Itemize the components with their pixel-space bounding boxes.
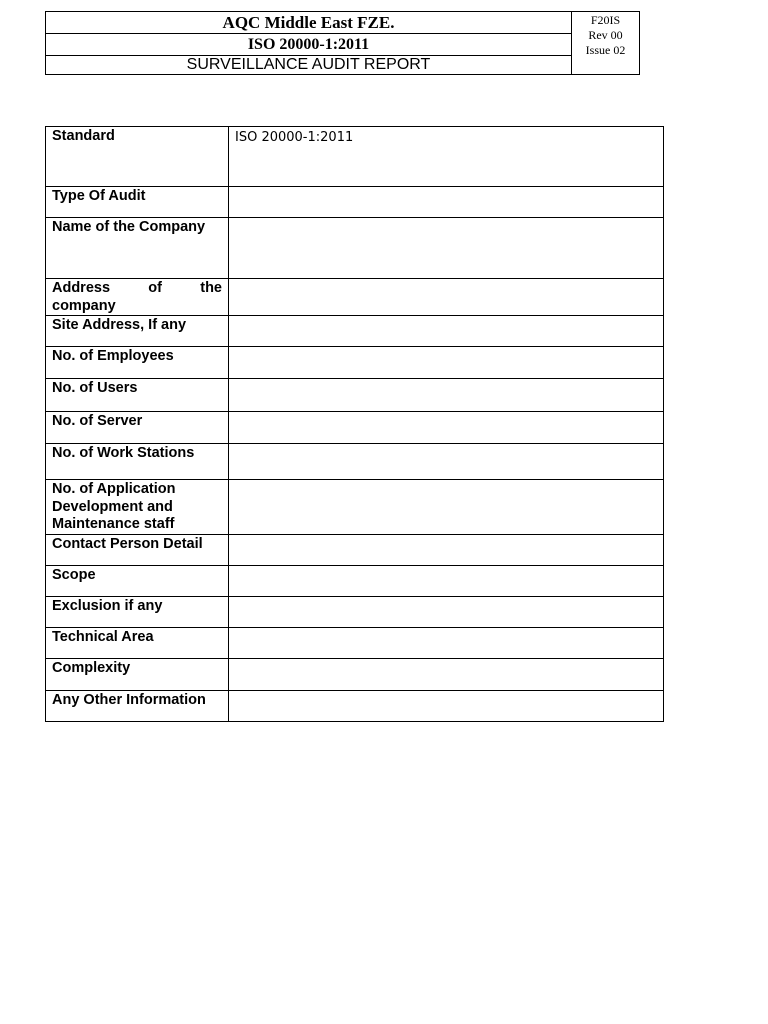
field-value-company-name[interactable] [229, 218, 664, 279]
field-value-site-address[interactable] [229, 316, 664, 347]
standard-title: ISO 20000-1:2011 [46, 34, 571, 56]
report-title: SURVEILLANCE AUDIT REPORT [186, 56, 431, 73]
table-row [46, 659, 664, 691]
field-label: Contact Person Detail [46, 535, 229, 566]
table-row [46, 127, 664, 187]
field-label: Name of the Company [46, 218, 229, 279]
field-label-line: No. of Application [52, 481, 176, 497]
table-row [46, 480, 664, 535]
field-label: No. of Work Stations [46, 444, 229, 480]
table-row [46, 316, 664, 347]
doc-code: F20IS [590, 13, 621, 27]
table-row [46, 412, 664, 444]
field-label [46, 480, 229, 535]
field-value-users[interactable] [229, 379, 664, 412]
field-value-scope[interactable] [229, 566, 664, 597]
field-label [46, 279, 229, 316]
table-row [46, 691, 664, 722]
field-value-standard[interactable]: ISO 20000-1:2011 [229, 127, 664, 187]
table-row [46, 187, 664, 218]
field-value-servers[interactable] [229, 412, 664, 444]
field-label-line: company [52, 297, 116, 314]
field-label-line: Maintenance staff [52, 516, 175, 532]
table-row [46, 347, 664, 379]
table-row [46, 597, 664, 628]
field-label: No. of Server [46, 412, 229, 444]
table-row [46, 444, 664, 480]
field-label: Type Of Audit [46, 187, 229, 218]
field-label-line: Development and [52, 498, 173, 515]
field-label: Scope [46, 566, 229, 597]
revision: Rev 00 [588, 28, 623, 42]
field-label: Site Address, If any [46, 316, 229, 347]
field-value-type-of-audit[interactable] [229, 187, 664, 218]
field-label-line: Address of the [52, 280, 222, 296]
field-value-app-dev-staff[interactable] [229, 480, 664, 535]
field-value-complexity[interactable] [229, 659, 664, 691]
document-control-block [572, 12, 639, 74]
field-label: Technical Area [46, 628, 229, 659]
issue-number: Issue 02 [585, 43, 626, 57]
field-value-employees[interactable] [229, 347, 664, 379]
field-value-address[interactable] [229, 279, 664, 316]
field-label: No. of Users [46, 379, 229, 412]
document-header [45, 11, 640, 75]
table-row [46, 566, 664, 597]
field-label: Standard [46, 127, 229, 187]
table-row [46, 535, 664, 566]
field-value-contact-person[interactable] [229, 535, 664, 566]
header-title-block [46, 12, 572, 74]
field-value-work-stations[interactable] [229, 444, 664, 480]
field-value-exclusion[interactable] [229, 597, 664, 628]
table-row [46, 379, 664, 412]
field-value-technical-area[interactable] [229, 628, 664, 659]
table-row [46, 628, 664, 659]
field-label: Any Other Information [46, 691, 229, 722]
audit-details-table [45, 126, 664, 722]
field-label: Exclusion if any [46, 597, 229, 628]
company-name: AQC Middle East FZE. [46, 12, 571, 34]
field-label: Complexity [46, 659, 229, 691]
table-row [46, 279, 664, 316]
table-row [46, 218, 664, 279]
field-value-other-info[interactable] [229, 691, 664, 722]
field-label: No. of Employees [46, 347, 229, 379]
